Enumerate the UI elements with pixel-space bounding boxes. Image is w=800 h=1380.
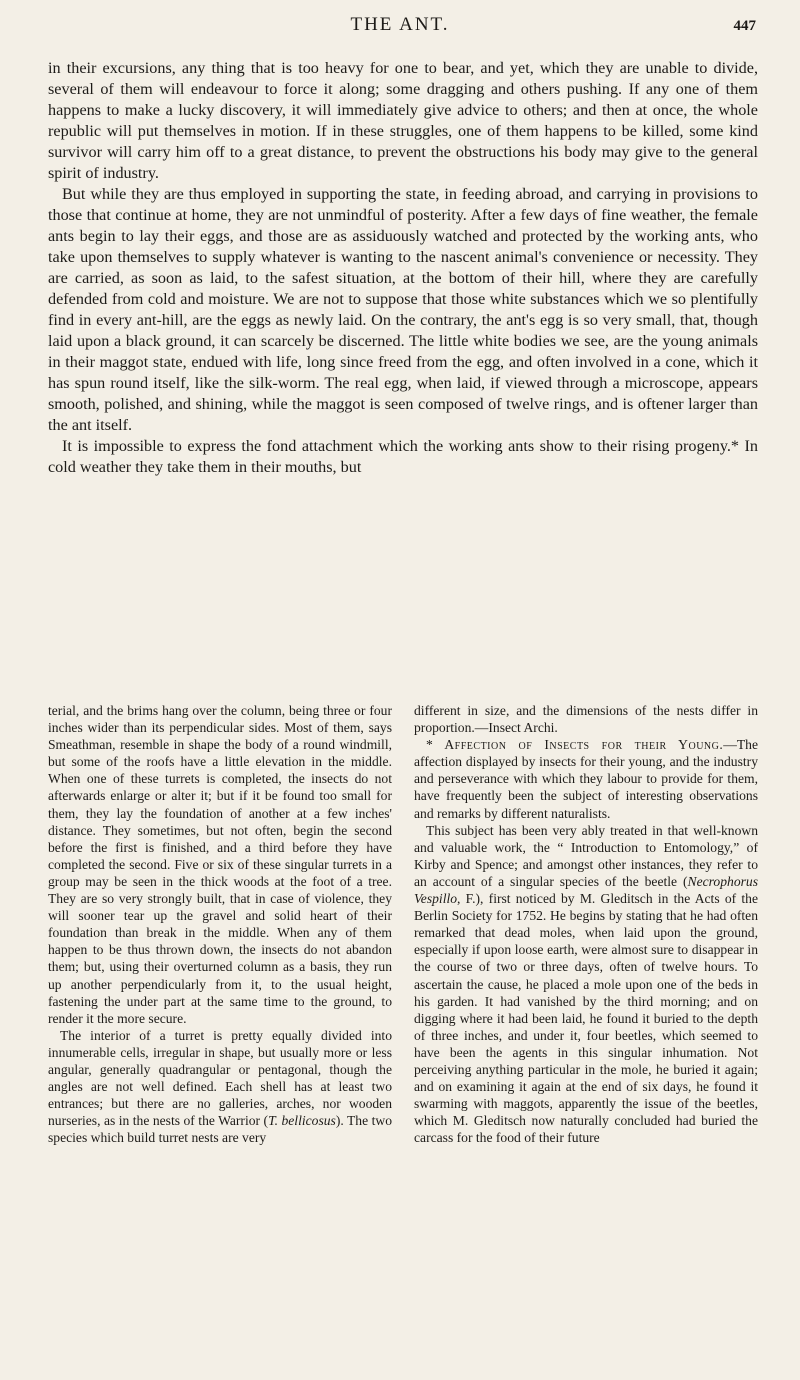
- footnote-paragraph: terial, and the brims hang over the column, being three or four inches wider than its perpendicular sides. Most of them, says Smeathman, resemble in shape the body of a round windmill, but some of the roofs have a little elevation in the middle. When one of these turrets is completed, the insects do not afterwards enlarge or alter it; but if it be found too small for them, they lay the foundation of another at a few inches' distance. They sometimes, but not often, begin the second before the first is finished, and a third before they have completed the second. Five or six of these singular turrets in a group may be seen in the thick woods at the foot of a tree. They are so very strongly built, that in case of violence, they will sooner tear up the gravel and solid heart of their foundation than break in the middle. When any of them happen to be thus thrown down, the insects do not abandon them; but, using their overturned column as a basis, they run up another perpendicularly from it, to the usual height, fastening the under part at the same time to the ground, to render it the more secure.: [48, 703, 392, 1026]
- footnote-paragraph: [414, 822, 758, 1147]
- main-paragraph: It is impossible to express the fond attachment which the working ants show to their rising progeny.* In cold weather they take them in their mouths, but: [48, 437, 758, 476]
- page-header: [0, 12, 800, 42]
- main-text: [48, 58, 758, 478]
- species-name: T. bellicosus: [268, 1113, 336, 1129]
- running-title: THE ANT.: [350, 14, 450, 35]
- text-span: ). The two species which build turret nests are very: [48, 1113, 392, 1146]
- footnote-paragraph: [48, 1027, 392, 1147]
- footnote-columns: [48, 702, 758, 1370]
- left-footnote-column: [48, 702, 392, 1370]
- species-name: Necrophorus Vespillo: [414, 873, 758, 907]
- footnote-paragraph: [414, 736, 758, 821]
- text-span: , F.), first noticed by M. Gleditsch in the Acts of the Berlin Society for 1752. He begins by stating that he had often remarked that dead moles, when laid upon the ground, especially if upon loose earth, were almost sure to disappear in the course of two or three days, often of twelve hours. To ascertain the cause, he placed a mole upon one of the beds in his garden. It had vanished by the third morning; and on digging where it had been laid, he found it buried to the depth of three inches, and under it, four beetles, which seemed to have been the agents in this singular inhumation. Not perceiving anything particular in the mole, he buried it again; and on examining it again at the end of six days, he found it swarming with maggots, apparently the issue of the beetles, which M. Gleditsch now naturally concluded had buried the carcass for the food of their future: [414, 891, 758, 1146]
- footnote-heading: Affection of Insects for their Young.: [444, 737, 724, 753]
- main-paragraph: in their excursions, any thing that is too heavy for one to bear, and yet, which they are unable to divide, several of them will endeavour to force it along; some dragging and others pushing. If any one of them happens to make a lucky discovery, it will immediately give advice to others; and then at once, the whole republic will put themselves in motion. If in these struggles, one of them happens to be killed, some kind survivor will carry him off to a great distance, to prevent the obstructions his body may give to the general spirit of industry.: [48, 59, 758, 182]
- text-span: —The affection displayed by insects for their young, and the industry and perseverance with which they labour to provide for them, have frequently been the subject of interesting observations and remarks by different naturalists.: [414, 737, 758, 821]
- text-span: This subject has been very ably treated in that well-known and valuable work, the “ Introduction to Entomology,” of Kirby and Spence; and amongst other instances, they refer to an account of a singular species of the beetle (: [414, 822, 758, 889]
- main-paragraph: But while they are thus employed in supporting the state, in feeding abroad, and carrying in provisions to those that continue at home, they are not unmindful of posterity. After a few days of fine weather, the female ants begin to lay their eggs, and those are as assiduously watched and protected by the working ants, who take upon themselves to supply whatever is wanting to the nascent animal's convenience or necessity. They are carried, as soon as laid, to the safest situation, at the bottom of their hill, where they are carefully defended from cold and moisture. We are not to suppose that those white substances which we so plentifully find in every ant-hill, are the eggs as newly laid. On the contrary, the ant's egg is so very small, that, though laid upon a black ground, it can scarcely be discerned. The little white bodies we see, are the young animals in their maggot state, endued with life, long since freed from the egg, and often involved in a cone, which it has spun round itself, like the silk-worm. The real egg, when laid, if viewed through a microscope, appears smooth, polished, and shining, while the maggot is seen composed of twelve rings, and is oftener larger than the ant itself.: [48, 185, 758, 434]
- page-number: 447: [733, 18, 756, 34]
- footnote-paragraph: different in size, and the dimensions of the nests differ in proportion.—Insect Archi.: [414, 703, 758, 736]
- text-span: The interior of a turret is pretty equally divided into innumerable cells, irregular in shape, but usually more or less angular, generally quadrangular or pentagonal, though the angles are not well defined. Each shell has at least two entrances; but there are no galleries, arches, nor wooden nurseries, as in the nests of the Warrior (: [48, 1027, 392, 1129]
- footnote-marker: *: [426, 737, 445, 753]
- right-footnote-column: [414, 702, 758, 1370]
